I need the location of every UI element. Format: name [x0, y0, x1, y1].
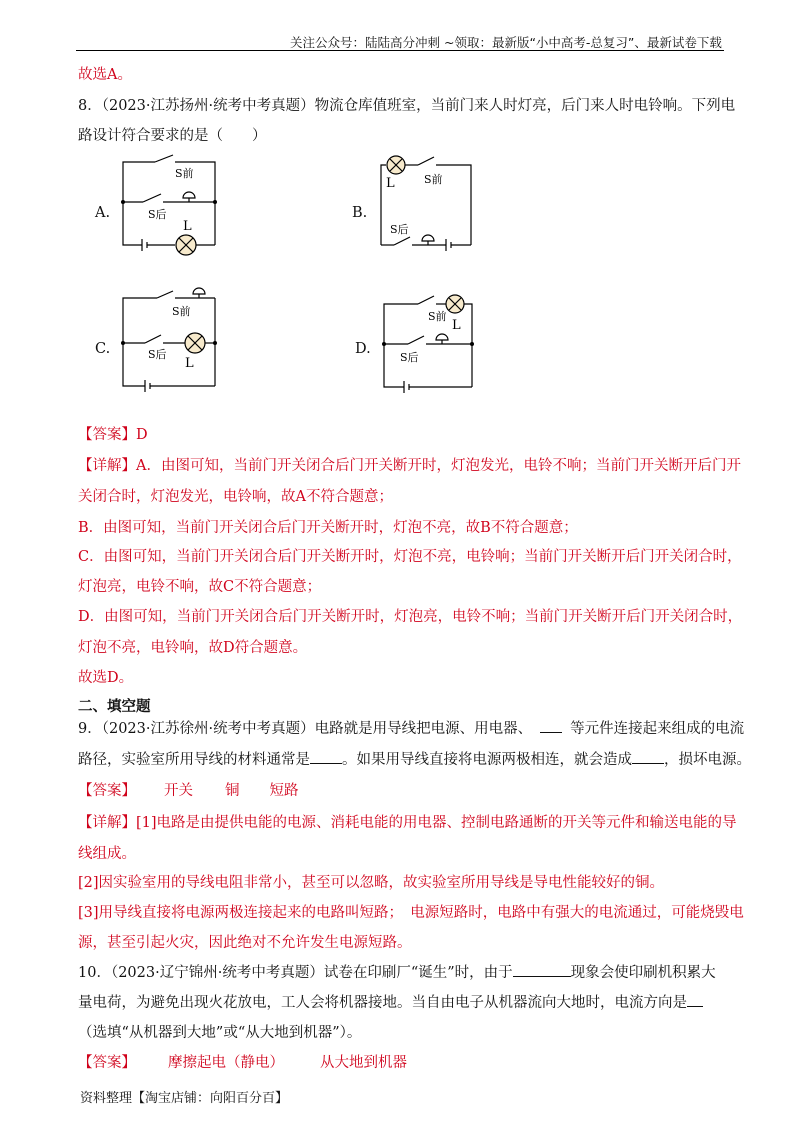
- label-l: L: [183, 219, 192, 234]
- q10-answer: [78, 1051, 407, 1072]
- blank-3: [632, 749, 664, 764]
- q8-detail-line3: B．由图可知，当前门开关闭合后门开关断开时，灯泡不亮，故B不符合题意；: [78, 520, 578, 536]
- q10-line1: 10．（2023·辽宁锦州·统考中考真题）试卷在印刷厂“诞生”时，由于 现象会使印刷机积累大: [78, 961, 716, 982]
- label-s-front: S前: [172, 305, 191, 318]
- label-s-back: S后: [148, 208, 167, 221]
- q9-detail-line3: [2]因实验室用的导线电阻非常小，甚至可以忽略，故实验室所用导线是导电性能较好的铜。: [78, 875, 665, 891]
- answer-3: 短路: [269, 783, 299, 799]
- q9-detail-line4: [3]用导线直接将电源两极连接起来的电路叫短路； 电源短路时，电路中有强大的电流通过，可能烧毁电: [78, 905, 744, 921]
- option-a-label: A.: [95, 205, 111, 221]
- answer-1: 开关: [164, 783, 193, 799]
- option-d-label: D.: [355, 341, 371, 357]
- answer-tag: 【答案】: [78, 427, 136, 443]
- label-s-front: S前: [428, 310, 447, 323]
- section-title: 二、填空题: [78, 699, 151, 715]
- circuit-a: [115, 150, 225, 260]
- answer-2: 铜: [225, 783, 240, 799]
- answer-1: 摩擦起电（静电）: [168, 1055, 284, 1071]
- label-s-back: S后: [148, 348, 167, 361]
- blank-2: [310, 749, 342, 764]
- q9-line1: 9．（2023·江苏徐州·统考中考真题）电路就是用导线把电源、用电器、 等元件连接起来组成的电流: [78, 717, 744, 738]
- page-footer: 资料整理【淘宝店铺：向阳百分百】: [80, 1091, 289, 1106]
- answer-tag: 【答案】: [78, 783, 136, 799]
- page-header: 关注公众号：陆陆高分冲刺 ~领取：最新版“小中高考-总复习”、最新试卷下载: [290, 35, 722, 50]
- q8-detail-line1: 【详解】A．由图可知，当前门开关闭合后门开关断开时，灯泡发光，电铃不响；当前门开关断开后门开: [78, 458, 741, 474]
- label-l: L: [386, 176, 395, 191]
- q8-answer: [78, 423, 148, 444]
- circuit-c: [115, 283, 225, 393]
- answer-2: 从大地到机器: [320, 1055, 407, 1071]
- q9-line2: 路径，实验室所用导线的材料通常是 。如果用导线直接将电源两极相连，就会造成 ，损坏电源。: [78, 748, 751, 769]
- detail-tag: 【详解】: [78, 815, 136, 831]
- q8-conclusion: 故选D。: [78, 670, 134, 686]
- circuit-b: [376, 150, 486, 260]
- q8-detail-line7: 灯泡不亮，电铃响，故D符合题意。: [78, 640, 308, 656]
- label-s-front: S前: [424, 173, 443, 186]
- detail-tag: 【详解】: [78, 458, 136, 474]
- q8-detail-line4: C．由图可知，当前门开关闭合后门开关断开时，灯泡不亮，电铃响；当前门开关断开后门开关闭合时，: [78, 549, 742, 565]
- label-s-back: S后: [390, 223, 409, 236]
- blank-1: [513, 962, 571, 977]
- label-s-back: S后: [400, 351, 419, 364]
- q9-detail-line5: 源，甚至引起火灾，因此绝对不允许发生电源短路。: [78, 935, 412, 951]
- answer-tag: 【答案】: [78, 1055, 136, 1071]
- q10-line3: （选填“从机器到大地”或“从大地到机器”）。: [78, 1025, 362, 1041]
- prev-answer: 故选A。: [78, 67, 132, 83]
- q8-stem-line1: 8．（2023·江苏扬州·统考中考真题）物流仓库值班室，当前门来人时灯亮，后门来人时电铃响。下列电: [78, 98, 736, 114]
- label-s-front: S前: [175, 167, 194, 180]
- option-b-label: B.: [352, 205, 368, 221]
- q8-stem-line2: 路设计符合要求的是（ ）: [78, 128, 267, 144]
- q9-detail-line1: 【详解】[1]电路是由提供电能的电源、消耗电能的用电器、控制电路通断的开关等元件和输送电能的导: [78, 815, 737, 831]
- q9-answer: [78, 779, 299, 800]
- q8-detail-line6: D．由图可知，当前门开关闭合后门开关断开时，灯泡亮，电铃不响；当前门开关断开后门开关闭合时，: [78, 609, 743, 625]
- label-l: L: [185, 356, 194, 371]
- q8-detail-line5: 灯泡亮，电铃不响，故C不符合题意；: [78, 579, 322, 595]
- blank-2: [687, 992, 703, 1007]
- answer-value: D: [136, 427, 148, 443]
- q10-line2: 量电荷，为避免出现火花放电，工人会将机器接地。当自由电子从机器流向大地时，电流方向是: [78, 991, 703, 1012]
- blank-1: [540, 718, 562, 733]
- header-rule: [76, 50, 724, 51]
- option-c-label: C.: [95, 341, 111, 357]
- q8-detail-line2: 关闭合时，灯泡发光，电铃响，故A不符合题意；: [78, 489, 393, 505]
- circuit-d: [376, 287, 486, 397]
- label-l: L: [452, 318, 461, 333]
- q9-detail-line2: 线组成。: [78, 846, 136, 862]
